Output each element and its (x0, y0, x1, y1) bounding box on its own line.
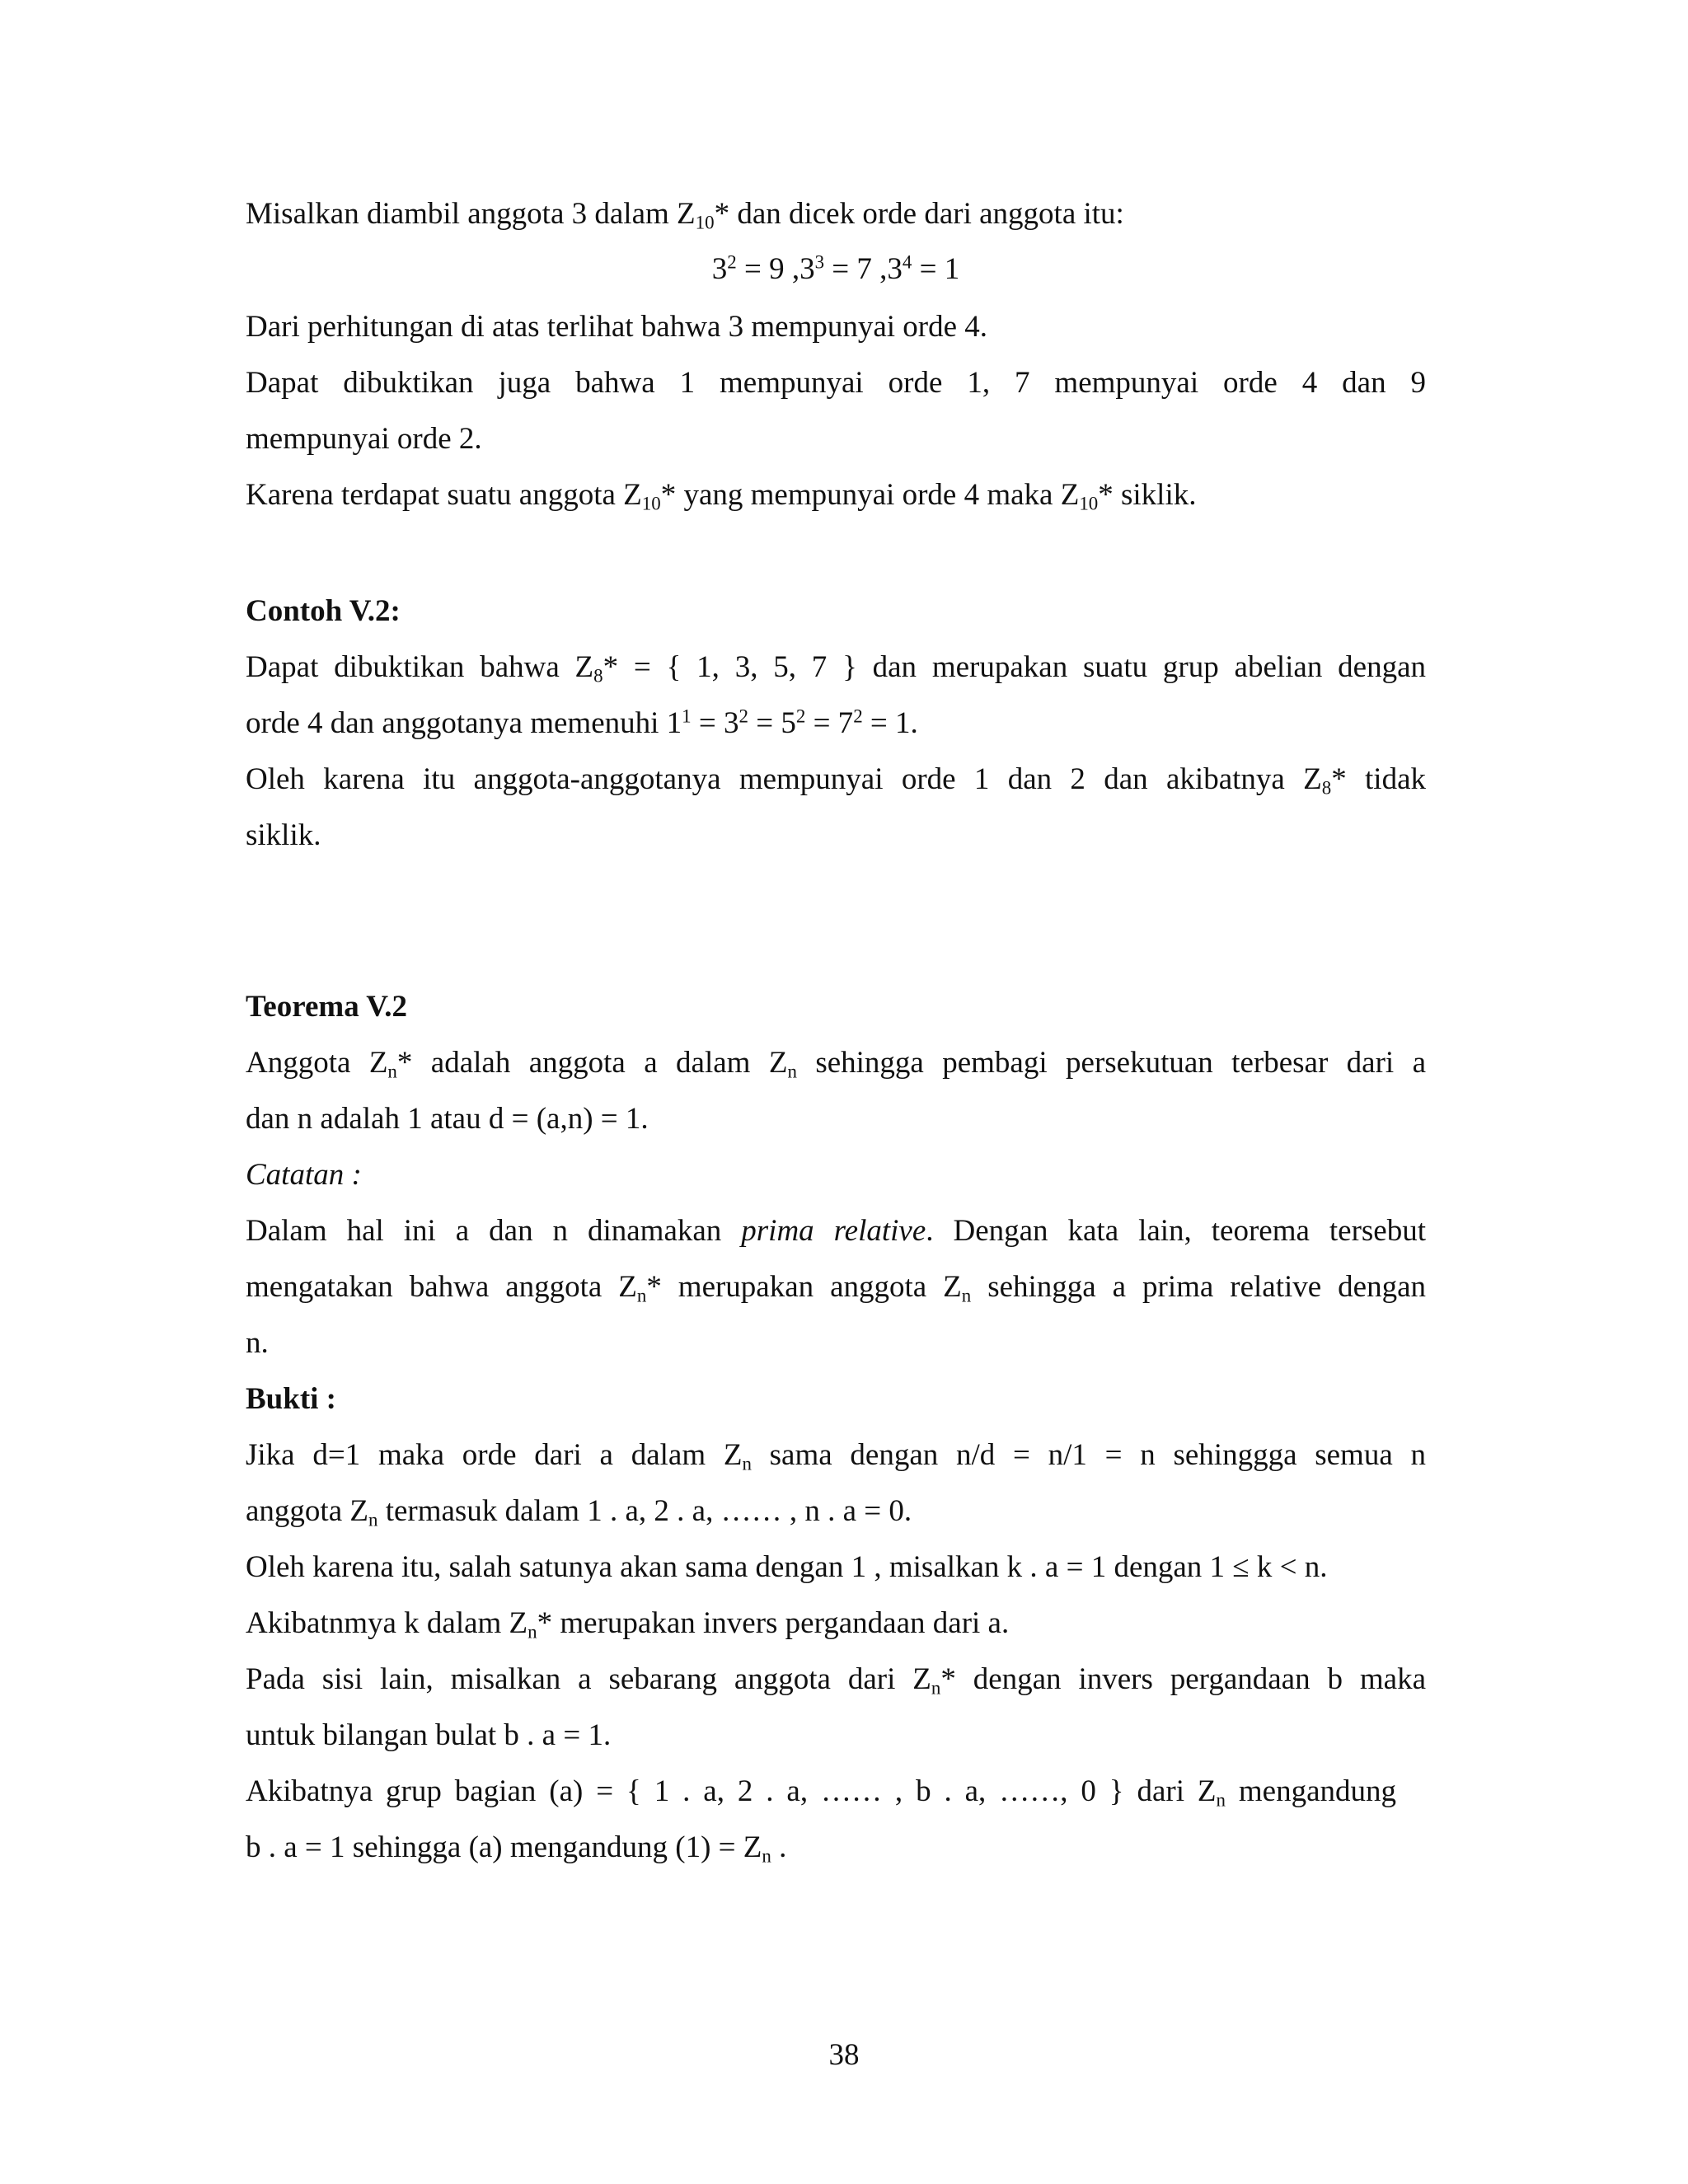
text-line-26: Akibatnya grup bagian (a) = { 1 . a, 2 . a, …… , b . a, ……, 0 } dari $Z_n$ mengandung (246, 1774, 1397, 1811)
text-line-21: anggota $Z_n$ termasuk dalam 1 . a, 2 . a, …… , n . a = 0. (246, 1494, 912, 1530)
text-line-14: dan n adalah 1 atau d = (a,n) = 1. (246, 1102, 649, 1136)
text-line-6: Karena terdapat suatu anggota $Z_{10}*$ yang mempunyai orde 4 maka $Z_{10}*$ siklik. (246, 478, 1197, 514)
equation-powers-of-3: $3^2 = 9$ $,3^3 = 7$ $,3^4 = 1$ (711, 251, 960, 286)
text-line-4: Dapat dibuktikan juga bahwa 1 mempunyai orde 1, 7 mempunyai orde 4 dan 9 (246, 366, 1426, 400)
text-line-24: Pada sisi lain, misalkan a sebarang anggota dari $Z_n*$ dengan invers pergandaan b maka (246, 1662, 1426, 1699)
label-catatan: Catatan : (246, 1158, 362, 1192)
text-line-25: untuk bilangan bulat b . a = 1. (246, 1718, 612, 1752)
text-line-23: Akibatnmya k dalam $Z_n*$ merupakan invers pergandaan dari a. (246, 1606, 1010, 1643)
text-line-20: Jika d=1 maka orde dari a dalam $Z_n$ sama dengan n/d = n/1 = n sehinggga semua n (246, 1438, 1426, 1474)
page-number: 38 (828, 2038, 860, 2072)
text-line-3: Dari perhitungan di atas terlihat bahwa 3 mempunyai orde 4. (246, 310, 988, 344)
text-line-18: n. (246, 1326, 269, 1360)
text-line-22: Oleh karena itu, salah satunya akan sama dengan 1 , misalkan k . a = 1 dengan 1 ≤ k < n. (246, 1550, 1328, 1584)
text-line-5: mempunyai orde 2. (246, 422, 482, 456)
heading-bukti: Bukti : (246, 1382, 337, 1416)
text-line-27: b . a = 1 sehingga (a) mengandung $(1) = Z_n$ . (246, 1830, 787, 1867)
heading-contoh-v2: Contoh V.2: (246, 594, 401, 628)
text-line-13: Anggota $Z_n*$ adalah anggota a dalam $Z_n$ sehingga pembagi persekutuan terbesar dari a (246, 1046, 1426, 1082)
text-line-17: mengatakan bahwa anggota $Z_n*$ merupakan anggota $Z_n$ sehingga a prima relative dengan (246, 1270, 1426, 1306)
text-line-9: orde 4 dan anggotanya memenuhi $1^1 = 3^2 = 5^2 = 7^2 = 1$. (246, 705, 918, 740)
text-line-8: Dapat dibuktikan bahwa $Z_8*$ = { 1, 3, 5, 7 } dan merupakan suatu grup abelian dengan (246, 650, 1426, 687)
text-line-1: Misalkan diambil anggota 3 dalam $Z_{10}*$ dan dicek orde dari anggota itu: (246, 197, 1124, 233)
text-line-10: Oleh karena itu anggota-anggotanya mempunyai orde 1 dan 2 dan akibatnya $Z_8*$ tidak (246, 762, 1427, 799)
text-line-16: Dalam hal ini a dan n dinamakan prima relative. Dengan kata lain, teorema tersebut (246, 1214, 1426, 1248)
text-line-11: siklik. (246, 818, 321, 852)
heading-teorema-v2: Teorema V.2 (246, 990, 407, 1024)
